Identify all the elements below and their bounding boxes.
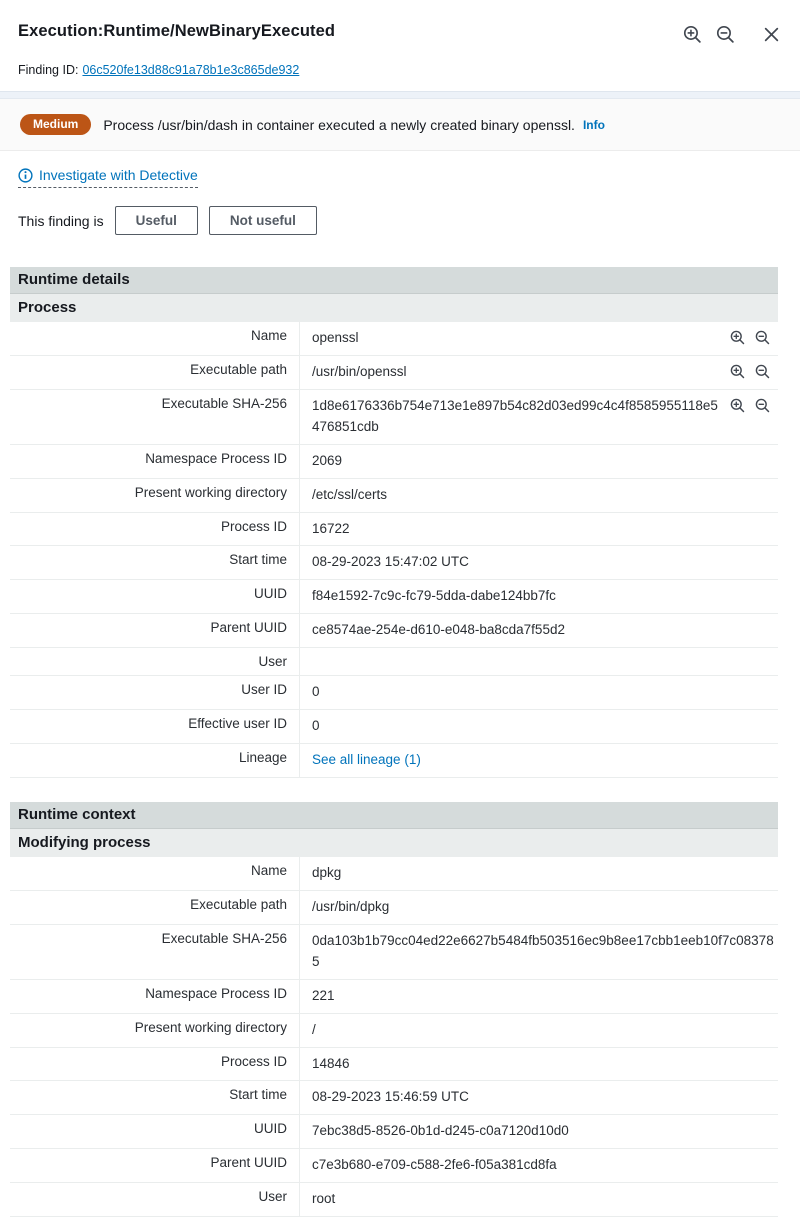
field-value-text: 221 — [312, 987, 335, 1003]
header-divider — [0, 91, 800, 99]
field-label: UUID — [10, 580, 300, 613]
field-value-text: /usr/bin/dpkg — [312, 898, 390, 914]
field-value — [300, 1081, 778, 1114]
finding-id-link[interactable]: 06c520fe13d88c91a78b1e3c865de932 — [82, 63, 300, 77]
field-label: Executable SHA-256 — [10, 925, 300, 979]
table-row — [10, 925, 778, 980]
field-label: Present working directory — [10, 479, 300, 512]
table-row — [10, 744, 778, 778]
lineage-link[interactable]: See all lineage (1) — [312, 752, 421, 768]
field-value — [300, 1014, 778, 1047]
field-value-text: c7e3b680-e709-c588-2fe6-f05a381cd8fa — [312, 1157, 557, 1173]
field-label: User ID — [10, 676, 300, 709]
runtime-context-section — [10, 802, 778, 1217]
field-value — [300, 744, 778, 777]
field-value — [300, 648, 778, 675]
field-value — [300, 710, 778, 743]
table-row — [10, 1014, 778, 1048]
finding-description: Process /usr/bin/dash in container executed a newly created binary openssl. — [103, 116, 575, 133]
table-row — [10, 479, 778, 513]
not-useful-button[interactable]: Not useful — [209, 206, 317, 235]
finding-title: Execution:Runtime/NewBinaryExecuted — [18, 22, 336, 40]
field-value-text: 7ebc38d5-8526-0b1d-d245-c0a7120d10d0 — [312, 1123, 569, 1139]
process-subheader: Process — [10, 294, 778, 322]
runtime-details-header: Runtime details — [10, 267, 778, 294]
field-label: Parent UUID — [10, 1149, 300, 1182]
field-label: Namespace Process ID — [10, 980, 300, 1013]
info-link[interactable]: Info — [582, 117, 605, 132]
table-row — [10, 857, 778, 891]
zoom-out-icon[interactable] — [714, 23, 737, 46]
table-row — [10, 356, 778, 390]
table-row — [10, 1048, 778, 1082]
field-value-text: 08-29-2023 15:46:59 UTC — [312, 1089, 469, 1105]
field-value-text: 1d8e6176336b754e713e1e897b54c82d03ed99c4c4f8585955118e5476851cdb — [312, 397, 718, 434]
zoom-in-icon[interactable] — [730, 364, 745, 379]
field-label: User — [10, 1183, 300, 1216]
field-value-text: / — [312, 1021, 316, 1037]
useful-button[interactable]: Useful — [115, 206, 198, 235]
field-value-text: root — [312, 1191, 336, 1207]
table-row — [10, 1115, 778, 1149]
field-label: Namespace Process ID — [10, 445, 300, 478]
field-value — [300, 1149, 778, 1182]
investigate-label: Investigate with Detective — [39, 167, 198, 183]
field-value-text: dpkg — [312, 864, 342, 880]
field-value — [300, 925, 778, 979]
runtime-context-header: Runtime context — [10, 802, 778, 829]
field-value — [300, 857, 778, 890]
table-row — [10, 1183, 778, 1217]
field-value — [300, 546, 778, 579]
field-value — [300, 322, 778, 355]
field-value — [300, 445, 778, 478]
field-value — [300, 1183, 778, 1216]
field-label: Start time — [10, 546, 300, 579]
field-value — [300, 1115, 778, 1148]
table-row — [10, 580, 778, 614]
field-value-text: ce8574ae-254e-d610-e048-ba8cda7f55d2 — [312, 622, 565, 638]
field-label: Executable path — [10, 891, 300, 924]
field-value-text: 0da103b1b79cc04ed22e6627b5484fb503516ec9b8ee17cbb1eeb10f7c083785 — [312, 932, 774, 969]
table-row — [10, 891, 778, 925]
zoom-in-icon[interactable] — [730, 398, 745, 413]
zoom-out-icon[interactable] — [755, 364, 770, 379]
field-value — [300, 390, 778, 444]
runtime-details-section — [10, 267, 778, 778]
field-label: Name — [10, 322, 300, 355]
modifying-process-subheader: Modifying process — [10, 829, 778, 857]
field-value-text: 0 — [312, 718, 320, 734]
field-label: Parent UUID — [10, 614, 300, 647]
field-label: Executable SHA-256 — [10, 390, 300, 444]
table-row — [10, 1149, 778, 1183]
field-label: Process ID — [10, 1048, 300, 1081]
field-value-text: openssl — [312, 330, 359, 345]
table-row — [10, 546, 778, 580]
field-value-text: 08-29-2023 15:47:02 UTC — [312, 554, 469, 570]
severity-section — [0, 99, 800, 151]
field-value-text: 14846 — [312, 1055, 350, 1071]
field-value — [300, 891, 778, 924]
info-circle-icon — [18, 168, 33, 183]
table-row — [10, 390, 778, 445]
field-label: Name — [10, 857, 300, 890]
zoom-out-icon[interactable] — [755, 398, 770, 413]
field-label: Lineage — [10, 744, 300, 777]
field-label: UUID — [10, 1115, 300, 1148]
field-value-text: 2069 — [312, 452, 343, 468]
investigate-with-detective-link[interactable] — [18, 167, 198, 188]
table-row — [10, 1081, 778, 1115]
table-row — [10, 614, 778, 648]
field-value-text: /usr/bin/openssl — [312, 363, 407, 379]
field-value-text: /etc/ssl/certs — [312, 486, 388, 502]
field-label: User — [10, 648, 300, 675]
field-value — [300, 513, 778, 546]
field-value-text: f84e1592-7c9c-fc79-5dda-dabe124bb7fc — [312, 588, 556, 604]
table-row — [10, 710, 778, 744]
zoom-in-icon[interactable] — [730, 330, 745, 345]
field-value-text: 0 — [312, 684, 320, 700]
table-row — [10, 648, 778, 676]
zoom-in-icon[interactable] — [681, 23, 704, 46]
field-label: Process ID — [10, 513, 300, 546]
table-row — [10, 676, 778, 710]
field-value — [300, 580, 778, 613]
field-value — [300, 356, 778, 389]
field-value — [300, 1048, 778, 1081]
table-row — [10, 980, 778, 1014]
field-value — [300, 676, 778, 709]
table-row — [10, 322, 778, 356]
field-value — [300, 479, 778, 512]
field-label: Effective user ID — [10, 710, 300, 743]
close-icon[interactable] — [761, 24, 782, 45]
finding-id-label: Finding ID: — [18, 63, 79, 77]
field-value — [300, 980, 778, 1013]
finding-is-label: This finding is — [18, 212, 104, 229]
field-label: Start time — [10, 1081, 300, 1114]
zoom-out-icon[interactable] — [755, 330, 770, 345]
table-row — [10, 513, 778, 547]
severity-badge: Medium — [20, 114, 91, 135]
field-label: Present working directory — [10, 1014, 300, 1047]
table-row — [10, 445, 778, 479]
field-value-text: 16722 — [312, 520, 350, 536]
field-value — [300, 614, 778, 647]
finding-header — [0, 0, 800, 91]
field-label: Executable path — [10, 356, 300, 389]
